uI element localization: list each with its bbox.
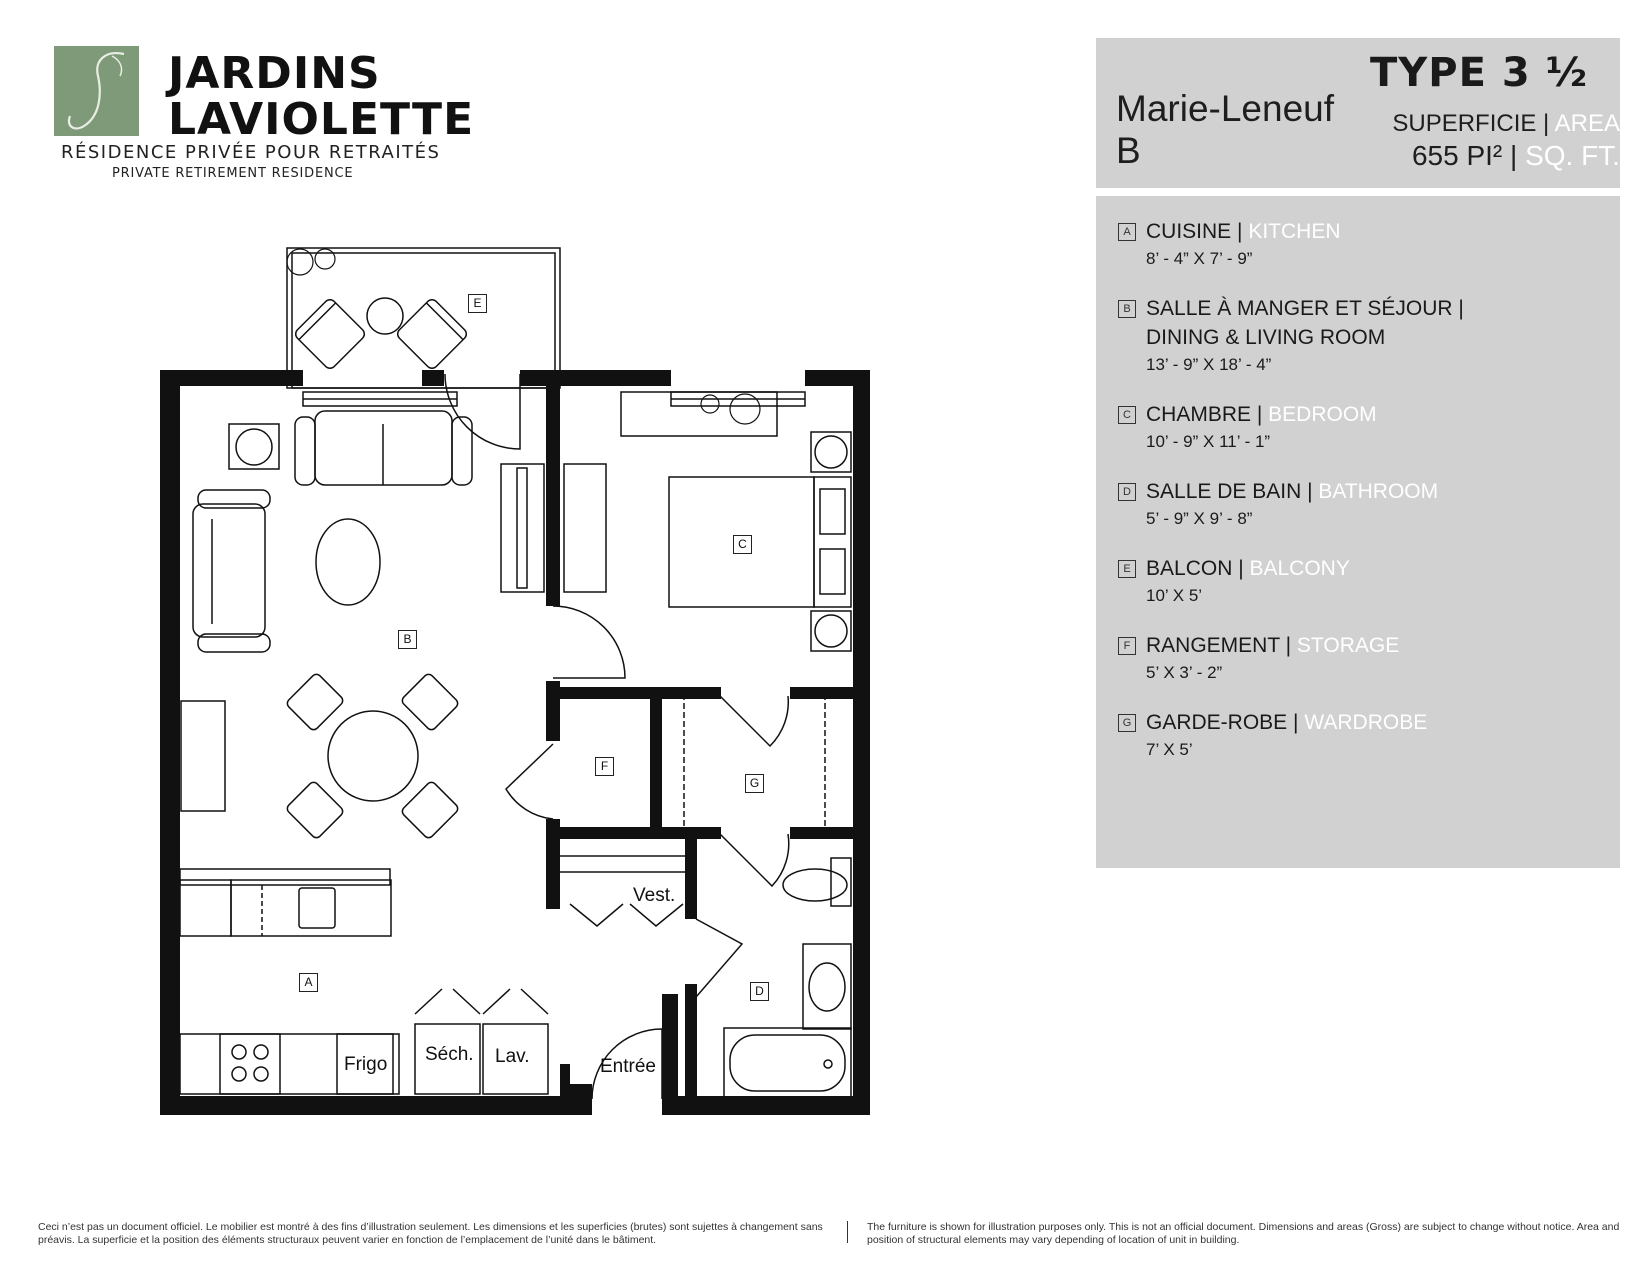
window-living xyxy=(303,392,457,406)
logo-mark xyxy=(54,46,139,136)
room-name-en: KITCHEN xyxy=(1248,220,1341,243)
plant-pot xyxy=(236,429,272,465)
room-name-en: WARDROBE xyxy=(1304,711,1428,734)
room-dims: 5’ - 9” X 9’ - 8” xyxy=(1146,509,1253,528)
pillow-2 xyxy=(820,549,845,594)
window-bedroom xyxy=(671,392,805,406)
plan-tag-d: D xyxy=(750,982,769,1001)
room-name: RANGEMENT | STORAGE xyxy=(1146,634,1400,657)
floor-plan xyxy=(160,244,920,1184)
plan-tag-f: F xyxy=(595,757,614,776)
room-name-fr: CUISINE xyxy=(1146,220,1232,243)
room-dims: 10’ - 9” X 11’ - 1” xyxy=(1146,432,1271,451)
brand-tagline-fr: RÉSIDENCE PRIVÉE POUR RETRAITÉS xyxy=(61,142,441,163)
room-letter: G xyxy=(1118,714,1136,732)
pillow-1 xyxy=(820,489,845,534)
area-value-en: SQ. FT. xyxy=(1525,140,1620,171)
bedroom-door-swing xyxy=(553,606,625,678)
toilet xyxy=(783,869,847,901)
brand-name-line2: LAVIOLETTE xyxy=(168,94,475,145)
room-dims: 5’ X 3’ - 2” xyxy=(1146,663,1223,682)
plan-tag-g: G xyxy=(745,774,764,793)
plant-icons xyxy=(287,249,760,424)
room-name-en: STORAGE xyxy=(1296,634,1400,657)
floor-plan-drawing xyxy=(160,244,920,1184)
room-name-en: BEDROOM xyxy=(1268,403,1377,426)
vestibule-door-swing xyxy=(690,919,742,1004)
counter-top xyxy=(180,869,390,885)
room-name-fr: GARDE-ROBE xyxy=(1146,711,1288,734)
label-washer: Lav. xyxy=(495,1046,530,1067)
room-name-en: BATHROOM xyxy=(1318,480,1439,503)
room-name-fr: BALCON xyxy=(1146,557,1233,580)
bathroom-door-swing xyxy=(720,834,789,886)
sofa-left xyxy=(193,490,270,652)
room-name-fr: SALLE À MANGER ET SÉJOUR | xyxy=(1146,297,1464,320)
disclaimer-en: The furniture is shown for illustration purposes only. This is not an official document. Dimensions and areas (Gross) are subject to change without notice. Area and position of structural elements may vary depending of location of unit in building. xyxy=(867,1221,1620,1246)
dishwasher xyxy=(180,880,231,936)
nightstand-2 xyxy=(811,611,851,651)
dining-table xyxy=(328,711,418,801)
label-vestibule: Vest. xyxy=(633,885,676,906)
room-dims: 8’ - 4” X 7’ - 9” xyxy=(1146,249,1253,268)
room-name-en: BALCONY xyxy=(1249,557,1350,580)
toilet-tank xyxy=(831,858,851,906)
vanity xyxy=(803,944,851,1029)
room-dims: 7’ X 5’ xyxy=(1146,740,1193,759)
room-letter: B xyxy=(1118,300,1136,318)
room-name-en: DINING & LIVING ROOM xyxy=(1146,326,1386,349)
logo-j-icon xyxy=(54,46,139,136)
room-letter: F xyxy=(1118,637,1136,655)
room-name-fr: SALLE DE BAIN xyxy=(1146,480,1302,503)
room-name-fr: RANGEMENT xyxy=(1146,634,1280,657)
room-letter: A xyxy=(1118,223,1136,241)
room-dims: 13’ - 9” X 18’ - 4” xyxy=(1146,355,1272,374)
footer-divider xyxy=(847,1221,848,1243)
label-fridge: Frigo xyxy=(344,1054,388,1075)
stove xyxy=(220,1034,280,1094)
unit-name-line1: Marie-Leneuf xyxy=(1116,88,1335,129)
room-name: GARDE-ROBE | WARDROBE xyxy=(1146,711,1428,734)
label-dryer: Séch. xyxy=(425,1044,474,1065)
room-name-fr: CHAMBRE xyxy=(1146,403,1252,426)
brand-name-line1: JARDINS xyxy=(168,48,381,99)
room-name: BALCON | BALCONY xyxy=(1146,557,1350,580)
balcony-chair-2 xyxy=(395,297,469,371)
unit-name xyxy=(1116,88,1334,172)
room-dims: 10’ X 5’ xyxy=(1146,586,1203,605)
plan-tag-c: C xyxy=(733,535,752,554)
balcony-chair-1 xyxy=(293,297,367,371)
disclaimer-fr: Ceci n’est pas un document officiel. Le mobilier est montré à des fins d’illustration seulement. Les dimensions et les superficies (brutes) sont sujettes à changement sans préavis. La superficie et la position des éléments structuraux peuvent varier en fonction de l’emplacement de l’unité dans le bâtiment. xyxy=(38,1221,823,1246)
area-label-fr: SUPERFICIE xyxy=(1392,110,1537,137)
wardrobe-door-swing xyxy=(720,696,788,746)
coffee-table xyxy=(316,519,380,605)
room-name: CUISINE | KITCHEN xyxy=(1146,220,1341,243)
room-letter: D xyxy=(1118,483,1136,501)
room-letter: C xyxy=(1118,406,1136,424)
plan-tag-b: B xyxy=(398,630,417,649)
sideboard xyxy=(181,701,225,811)
sofa-top xyxy=(295,411,472,485)
area-label-en: AREA xyxy=(1554,110,1620,137)
bathroom-sink xyxy=(809,963,845,1011)
balcony-table xyxy=(367,298,403,334)
unit-name-line2: B xyxy=(1116,130,1141,171)
storage-door-swing xyxy=(506,744,553,819)
room-letter: E xyxy=(1118,560,1136,578)
kitchen-sink xyxy=(299,888,335,928)
area-label: SUPERFICIE | AREA xyxy=(1392,110,1620,137)
tv-unit xyxy=(501,464,544,592)
room-name: CHAMBRE | BEDROOM xyxy=(1146,403,1377,426)
walls xyxy=(160,370,870,1115)
area-value-fr: 655 PI² xyxy=(1411,140,1503,171)
label-entry: Entrée xyxy=(600,1056,656,1077)
brand-tagline-en: PRIVATE RETIREMENT RESIDENCE xyxy=(112,166,354,181)
nightstand-1 xyxy=(811,432,851,472)
unit-type: TYPE 3 ½ xyxy=(1370,50,1588,96)
room-name: SALLE DE BAIN | BATHROOM xyxy=(1146,480,1439,503)
area-value: 655 PI² | SQ. FT. xyxy=(1411,140,1620,171)
bedroom-dresser xyxy=(564,464,606,592)
plan-tag-a: A xyxy=(299,973,318,992)
plan-tag-e: E xyxy=(468,294,487,313)
balcony-door-swing xyxy=(445,374,520,449)
